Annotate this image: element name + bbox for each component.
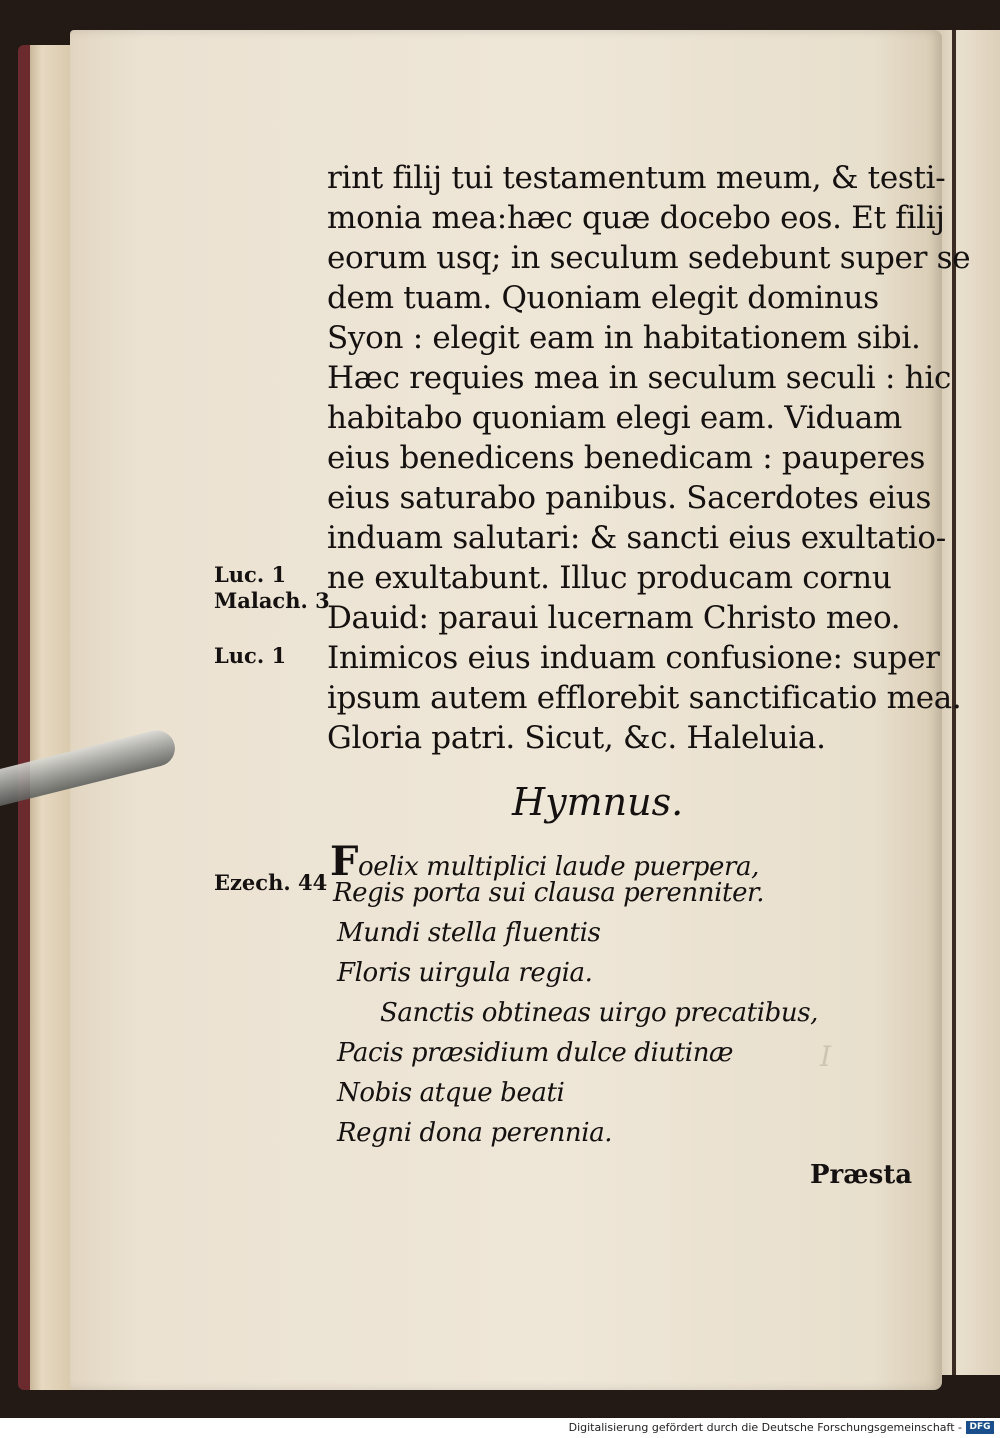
hymn-title: Hymnus.	[512, 780, 684, 824]
body-line: Syon : elegit eam in habitationem sibi.	[327, 320, 921, 356]
hymn-line: Mundi stella fluentis	[337, 918, 601, 948]
footer-bar	[0, 1418, 1000, 1438]
body-line: Inimicos eius induam confusione: super	[327, 640, 940, 676]
book-edge	[18, 45, 78, 1390]
bleed-through-mark: I	[820, 1040, 832, 1073]
body-line: habitabo quoniam elegi eam. Viduam	[327, 400, 902, 436]
dfg-logo: DFG	[966, 1421, 994, 1434]
body-line: eius benedicens benedicam : pauperes	[327, 440, 926, 476]
body-line: ne exultabunt. Illuc producam cornu	[327, 560, 892, 596]
hymn-line: oelix multiplici laude puerpera,	[358, 852, 759, 882]
body-line: induam salutari: & sancti eius exultatio-	[327, 520, 946, 556]
body-line: eorum usq; in seculum sedebunt super se	[327, 240, 971, 276]
body-line: eius saturabo panibus. Sacerdotes eius	[327, 480, 932, 516]
hymn-line: Sanctis obtineas uirgo precatibus,	[380, 998, 819, 1028]
hymn-line: Floris uirgula regia.	[337, 958, 593, 988]
funding-credit: Digitalisierung gefördert durch die Deutsche Forschungsgemeinschaft -	[568, 1421, 962, 1434]
hymn-line: Nobis atque beati	[337, 1078, 565, 1108]
body-line: Hæc requies mea in seculum seculi : hic	[327, 360, 952, 396]
body-line: monia mea:hæc quæ docebo eos. Et filij	[327, 200, 945, 236]
hymn-line: Pacis præsidium dulce diutinæ	[337, 1038, 734, 1068]
margin-note: Malach. 3	[214, 588, 330, 613]
margin-note: Luc. 1	[214, 562, 287, 587]
hymn-line: Regni dona perennia.	[337, 1118, 613, 1148]
margin-note: Ezech. 44	[214, 870, 328, 895]
body-line: dem tuam. Quoniam elegit dominus	[327, 280, 879, 316]
body-line: ipsum autem efflorebit sanctificatio mea.	[327, 680, 962, 716]
body-line: Dauid: paraui lucernam Christo meo.	[327, 600, 901, 636]
catchword: Præsta	[810, 1160, 913, 1190]
body-line: Gloria patri. Sicut, &c. Haleluia.	[327, 720, 826, 756]
drop-capital: F	[330, 838, 358, 885]
hymn-line: Regis porta sui clausa perenniter.	[333, 878, 765, 908]
body-line: rint filij tui testamentum meum, & testi-	[327, 160, 946, 196]
margin-note: Luc. 1	[214, 643, 287, 668]
